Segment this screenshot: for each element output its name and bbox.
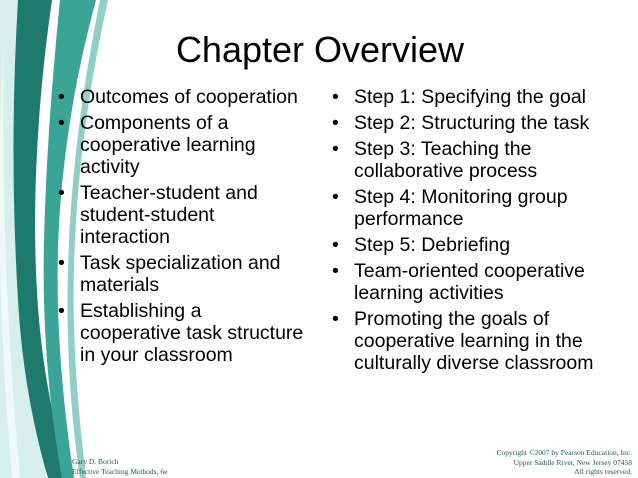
footer-copyright: Copyright ©2007 by Pearson Education, Inc. xyxy=(496,448,632,457)
bullet-dot: • xyxy=(332,86,339,108)
bullet-dot: • xyxy=(332,308,339,330)
list-item-text: Promoting the goals of cooperative learning in the culturally diverse classroom xyxy=(354,308,594,374)
list-item xyxy=(56,86,306,108)
list-item xyxy=(330,138,620,182)
list-item xyxy=(56,182,306,248)
list-item xyxy=(56,112,306,178)
list-item xyxy=(56,300,306,366)
list-item-text: Outcomes of cooperation xyxy=(80,86,298,108)
list-item xyxy=(330,260,620,304)
footer-book: Effective Teaching Methods, 6e xyxy=(72,466,168,476)
bullet-dot: • xyxy=(58,182,65,204)
bullet-dot: • xyxy=(332,138,339,160)
list-item-text: Step 4: Monitoring group performance xyxy=(354,186,568,230)
list-item-text: Team-oriented cooperative learning activities xyxy=(354,260,585,304)
list-item xyxy=(330,86,620,108)
list-item-text: Teacher-student and student-student interaction xyxy=(80,182,258,248)
bullet-dot: • xyxy=(58,112,65,134)
footer-author-block xyxy=(72,457,167,476)
slide-title: Chapter Overview xyxy=(175,29,465,70)
list-item-text: Task specialization and materials xyxy=(80,252,281,296)
list-item-text: Establishing a cooperative task structure in your classroom xyxy=(80,300,304,366)
list-item xyxy=(330,234,620,256)
list-item xyxy=(56,252,306,296)
bullet-dot: • xyxy=(58,300,65,322)
footer-author: Gary D. Borich xyxy=(72,457,119,466)
list-item xyxy=(330,112,620,134)
bullet-dot: • xyxy=(332,112,339,134)
bullet-dot: • xyxy=(332,260,339,282)
list-item-text: Step 2: Structuring the task xyxy=(354,112,590,134)
footer-rights: All rights reserved. xyxy=(574,467,632,476)
list-item-text: Components of a cooperative learning activity xyxy=(80,112,256,178)
bullet-dot: • xyxy=(332,186,339,208)
bullet-dot: • xyxy=(58,252,65,274)
bullet-dot: • xyxy=(58,86,65,108)
right-bullet-list xyxy=(330,86,620,378)
footer-copyright-block xyxy=(497,448,632,477)
bullet-dot: • xyxy=(332,234,339,256)
list-item xyxy=(330,308,620,374)
list-item xyxy=(330,186,620,230)
list-item-text: Step 5: Debriefing xyxy=(354,234,511,256)
list-item-text: Step 3: Teaching the collaborative process xyxy=(354,138,538,182)
list-item-text: Step 1: Specifying the goal xyxy=(354,86,586,108)
footer-location: Upper Saddle River, New Jersey 07458 xyxy=(513,457,632,467)
left-bullet-list xyxy=(56,86,306,370)
